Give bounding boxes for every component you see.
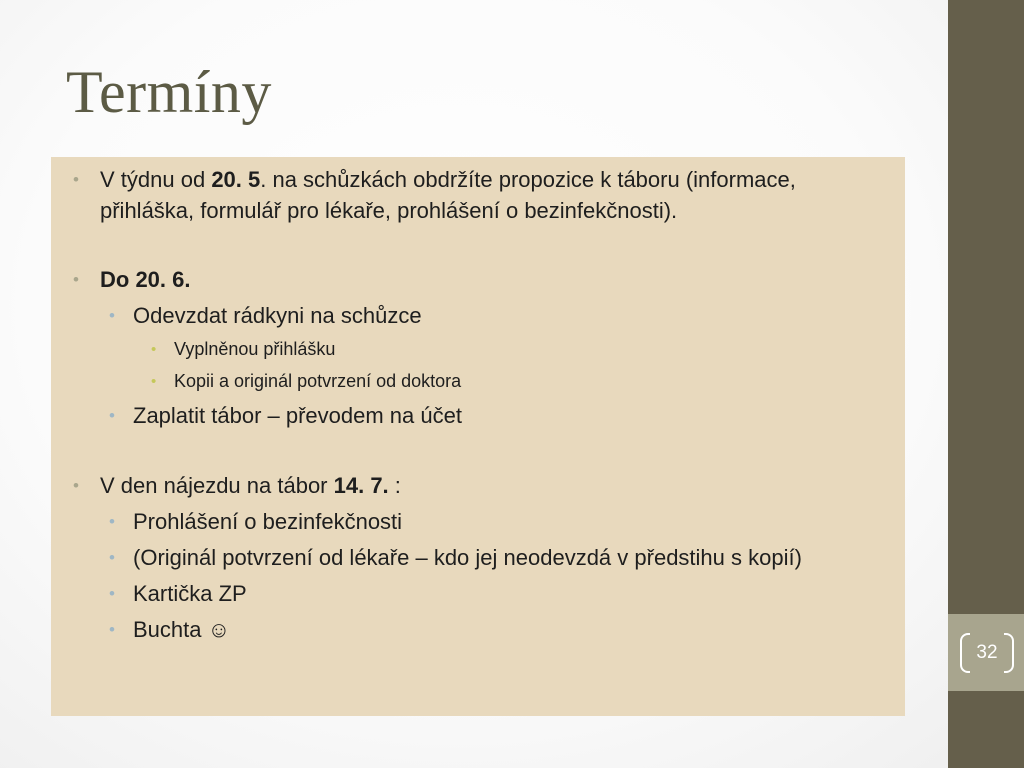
bullet-icon: •: [151, 341, 157, 358]
item-text: Kartička ZP: [133, 581, 247, 606]
list-item-odevzdat: [73, 300, 881, 331]
item-text: Prohlášení o bezinfekčnosti: [133, 509, 403, 534]
content-box: [51, 157, 905, 716]
date-highlight: 20. 5: [211, 167, 261, 192]
item-text: Buchta ☺: [133, 617, 231, 642]
left-brace-icon: [960, 633, 970, 673]
list-item-prihlaska: [73, 336, 881, 363]
right-brace-icon: [1004, 633, 1014, 673]
date-highlight: Do 20. 6.: [100, 267, 191, 292]
item-text: V den nájezdu na tábor: [100, 473, 334, 498]
bullet-icon: •: [151, 373, 157, 390]
bullet-icon: •: [109, 548, 115, 567]
item-text: Zaplatit tábor – převodem na účet: [133, 403, 462, 428]
list-item-original: [73, 542, 881, 573]
item-text: V týdnu od: [100, 167, 212, 192]
list-item-deadline: [73, 264, 881, 295]
bullet-icon: •: [109, 620, 115, 639]
bullet-icon: •: [73, 270, 79, 289]
bullet-icon: •: [73, 476, 79, 495]
bullet-icon: •: [109, 406, 115, 425]
list-item-propozice: [73, 164, 881, 226]
item-text: . na schůzkách obdržíte propozice k táboru (informace, přihláška, formulář pro lékaře, prohlášení o bezinfekčnosti).: [100, 167, 796, 223]
list-item-potvrzeni: [73, 368, 881, 395]
bullet-icon: •: [109, 584, 115, 603]
list-item-karticka: [73, 578, 881, 609]
date-highlight: 14. 7.: [333, 473, 389, 498]
item-text: :: [388, 473, 401, 498]
bullet-icon: •: [73, 170, 79, 189]
bullet-icon: •: [109, 306, 115, 325]
list-item-najezd: [73, 470, 881, 501]
list-item-buchta: [73, 614, 881, 645]
bullet-icon: •: [109, 512, 115, 531]
page-number: [960, 633, 1014, 673]
slide-title: Termíny: [66, 59, 272, 125]
bullet-list: [73, 164, 881, 645]
item-text: Odevzdat rádkyni na schůzce: [133, 303, 422, 328]
item-text: (Originál potvrzení od lékaře – kdo jej neodevzdá v předstihu s kopií): [133, 545, 802, 570]
item-text: Vyplněnou přihlášku: [174, 339, 336, 359]
page-number-text: 32: [976, 642, 998, 663]
list-item-prohlaseni: [73, 506, 881, 537]
list-item-zaplatit: [73, 400, 881, 431]
item-text: Kopii a originál potvrzení od doktora: [174, 371, 462, 391]
